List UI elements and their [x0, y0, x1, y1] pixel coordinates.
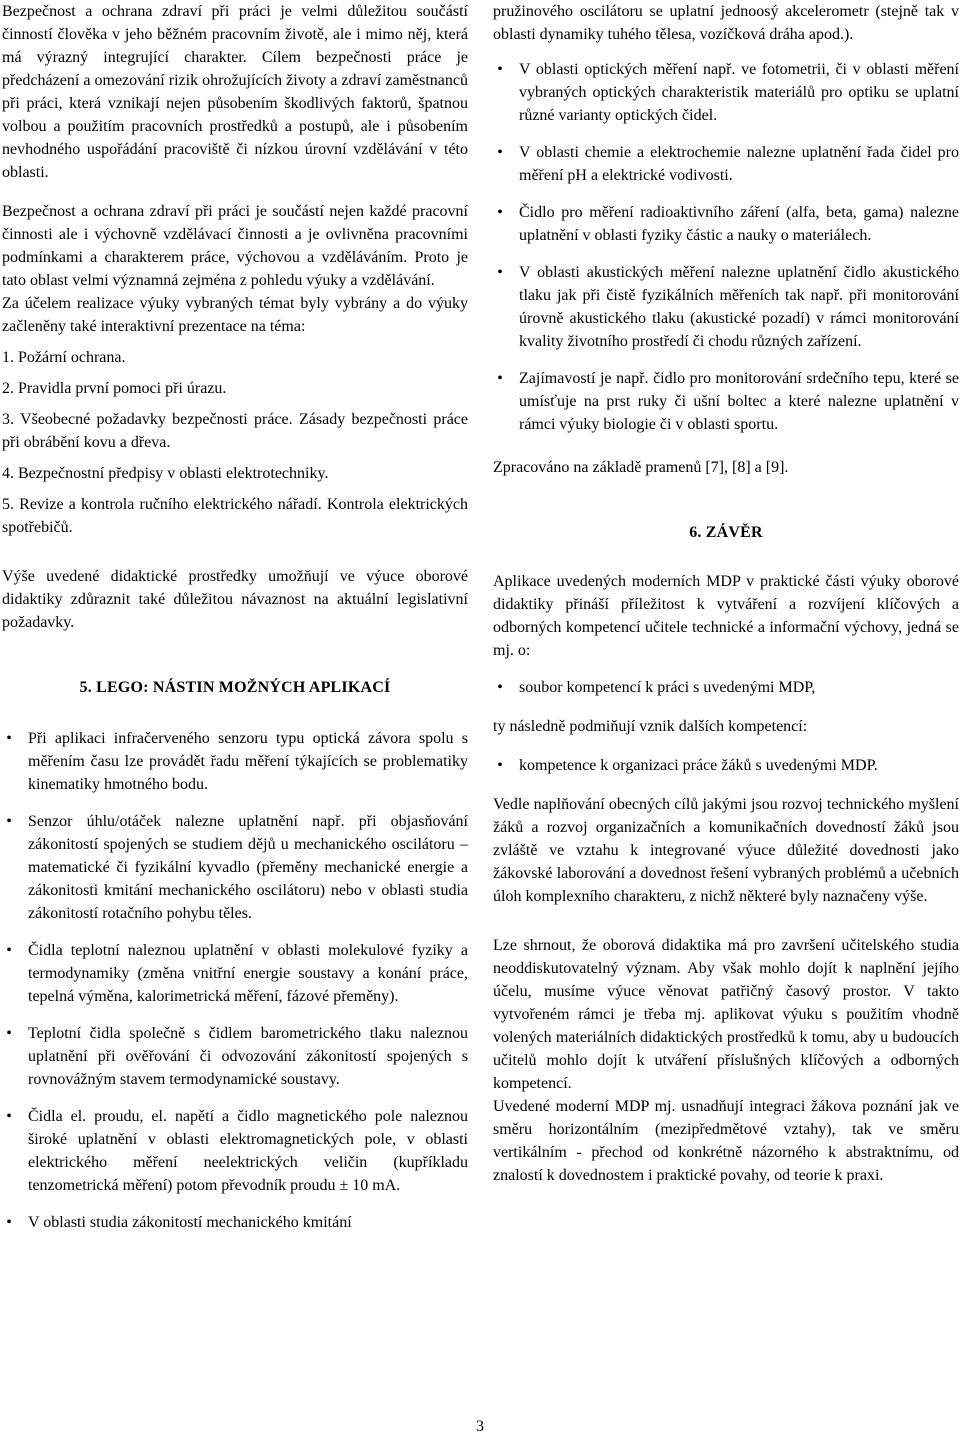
right-column: [493, 0, 959, 1203]
list-item: • Při aplikaci infračerveného senzoru typu optická závora spolu s měřením času lze provádět řadu měření týkajících se problematiky kinematiky hmotného bodu.: [2, 727, 468, 796]
bullet-icon: •: [497, 204, 503, 221]
list-item: • Senzor úhlu/otáček nalezne uplatnění např. při objasňování zákonitostí spojených se studiem dějů u mechanického oscilátoru – matematické či fyzikální kyvadlo (přeměny mechanické energie a zákonitosti kmitání mechanického oscilátoru) nebo v oblasti studia zákonitostí rotačního pohybu těles.: [2, 810, 468, 925]
list-item: • kompetence k organizaci práce žáků s uvedenými MDP.: [493, 754, 959, 777]
bullet-icon: •: [497, 61, 503, 78]
page-number: 3: [476, 1418, 484, 1435]
list-item: • Čidla teplotní naleznou uplatnění v oblasti molekulové fyziky a termodynamiky (změna vnitřní energie soustavy a konání práce, tepelná výměna, kalorimetrická měření, fázové přeměny).: [2, 939, 468, 1008]
section-6-heading: 6. ZÁVĚR: [689, 524, 763, 541]
bullet-icon: •: [6, 1108, 12, 1125]
sensor-applications-list: [493, 58, 959, 436]
lego-applications-list: [2, 727, 468, 1234]
topics-intro-paragraph: Za účelem realizace výuky vybraných témat byly vybrány a do výuky začleněny také interaktivní prezentace na téma:: [2, 295, 468, 335]
topic-item: 1. Požární ochrana.: [2, 349, 126, 366]
competence-list-b: [493, 754, 959, 777]
summary-paragraph: Lze shrnout, že oborová didaktika má pro završení učitelského studia neoddiskutovatelný význam. Aby však mohlo dojít k naplnění jejího účelu, musíme výuce věnovat patřičný časový prostor. V takto vytvořeném rámci je třeba mj. aplikovat výuku s použitím vhodně volených materiálních didaktických prostředků k tomu, aby u budoucích učitelů mohlo dojít k utváření příslušných klíčových a odborných kompetencí.: [493, 937, 959, 1092]
bullet-icon: •: [497, 144, 503, 161]
list-item: • Čidla el. proudu, el. napětí a čidlo magnetického pole naleznou široké uplatnění v oblasti elektromagnetických pole, v oblasti elektrického měření neelektrických veličin (kupříkladu tenzometrická měření) potom převodník proudu ± 10 mA.: [2, 1105, 468, 1197]
competence-list-a: [493, 676, 959, 699]
intro-paragraph: Bezpečnost a ochrana zdraví při práci je velmi důležitou součástí činností člověka v jeho běžném pracovním životě, ale i mimo něj, která má výrazný integrující charakter. Cílem bezpečnosti práce je předcházení a omezování rizik ohrožujících životy a zdraví zaměstnanců při práci, která vznikají nejen působením škodlivých faktorů, špatnou volbou a použitím pracovních prostředků a postupů, ale i působením nevhodného uspořádání pracoviště či nízkou úrovní vzdělávání v této oblasti.: [2, 3, 468, 181]
section-5-heading: 5. LEGO: NÁSTIN MOŽNÝCH APLIKACÍ: [79, 679, 391, 696]
bullet-icon: •: [497, 264, 503, 281]
list-item: • V oblasti optických měření např. ve fotometrii, či v oblasti měření vybraných optických charakteristik materiálů pro optiku se uplatní různé varianty optických čidel.: [493, 58, 959, 127]
list-item: • Čidlo pro měření radioaktivního záření (alfa, beta, gama) nalezne uplatnění v oblasti fyziky částic a nauky o materiálech.: [493, 201, 959, 247]
bullet-icon: •: [6, 1214, 12, 1231]
bullet-icon: •: [6, 1025, 12, 1042]
bullet-icon: •: [497, 757, 503, 774]
topic-item: 4. Bezpečnostní předpisy v oblasti elektrotechniky.: [2, 465, 329, 482]
bullet-icon: •: [6, 942, 12, 959]
topic-item: 3. Všeobecné požadavky bezpečnosti práce. Zásady bezpečnosti práce při obrábění kovu a dřeva.: [2, 411, 468, 451]
topic-item: 2. Pravidla první pomoci při úrazu.: [2, 380, 227, 397]
list-item: • V oblasti chemie a elektrochemie nalezne uplatnění řada čidel pro měření pH a elektrické vodivosti.: [493, 141, 959, 187]
topic-item: 5. Revize a kontrola ručního elektrického nářadí. Kontrola elektrických spotřebičů.: [2, 496, 468, 536]
skills-paragraph: Vedle naplňování obecných cílů jakými jsou rozvoj technického myšlení žáků a rozvoj organizačních a komunikačních dovedností žáků jsou zvláště ve vztahu k integrované výuce důležité dovednosti jako žákovské laborování a dovednost řešení vybraných problémů a učebních úloh komplexního charakteru, z nichž některé byly naznačeny výše.: [493, 796, 959, 905]
list-item: • Zajímavostí je např. čidlo pro monitorování srdečního tepu, které se umísťuje na prst ruky či ušní boltec a které nalezne uplatnění v rámci výuky biologie či v oblasti sportu.: [493, 367, 959, 436]
conclusion-paragraph: Aplikace uvedených moderních MDP v praktické části výuky oborové didaktiky přináší příležitost k vytváření a rozvíjení klíčových a odborných kompetencí učitele technické a informační výchovy, jedná se mj. o:: [493, 573, 959, 659]
didactic-paragraph: Výše uvedené didaktické prostředky umožňují ve výuce oborové didaktiky zdůraznit také důležitou návaznost na aktuální legislativní požadavky.: [2, 568, 468, 631]
follow-up-paragraph: ty následně podmiňují vznik dalších kompetencí:: [493, 718, 808, 735]
list-item: • V oblasti akustických měření nalezne uplatnění čidlo akustického tlaku jak při čistě fyzikálních měřeních tak např. při monitorování úrovně akustického tlaku (akustické pozadí) v rámci monitorování kvality životního prostředí či chodu různých zařízení.: [493, 261, 959, 353]
list-item: • soubor kompetencí k práci s uvedenými MDP,: [493, 676, 959, 699]
bullet-icon: •: [6, 730, 12, 747]
bullet-icon: •: [6, 813, 12, 830]
final-paragraph: Uvedené moderní MDP mj. usnadňují integraci žákova poznání jak ve směru horizontálním (mezipředmětové vztahy), tak ve směru vertikálním - přechod od konkrétně názorného k abstraktnímu, od znalostí k dovednostem i praktické povahy, od teorie k praxi.: [493, 1098, 959, 1184]
bullet-icon: •: [497, 370, 503, 387]
continued-paragraph: pružinového oscilátoru se uplatní jednoosý akcelerometr (stejně tak v oblasti dynamiky tuhého tělesa, vozíčková dráha apod.).: [493, 3, 959, 43]
sources-note: Zpracováno na základě pramenů [7], [8] a [9].: [493, 459, 789, 476]
left-column: [2, 0, 468, 1248]
safety-paragraph: Bezpečnost a ochrana zdraví při práci je součástí nejen každé pracovní činnosti ale i výchovně vzdělávací činnosti a je ovlivněna pracovními podmínkami a charakterem práce, výchovou a vzděláváním. Proto je tato oblast velmi významná zejména z pohledu výuky a vzdělávání.: [2, 203, 468, 289]
bullet-icon: •: [497, 679, 503, 696]
list-item: • V oblasti studia zákonitostí mechanického kmitání: [2, 1211, 468, 1234]
list-item: • Teplotní čidla společně s čidlem barometrického tlaku naleznou uplatnění při ověřování či odvozování zákonitostí spojených s rovnovážným stavem termodynamické soustavy.: [2, 1022, 468, 1091]
